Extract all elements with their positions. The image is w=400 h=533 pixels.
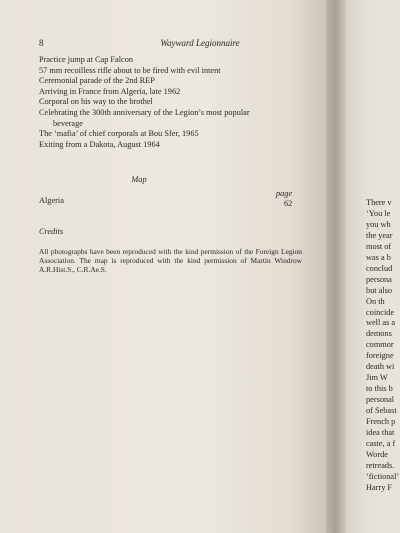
page-number: 8 [39, 38, 44, 48]
text-line: most of [366, 241, 392, 251]
list-item: Arriving in France from Algeria, late 1962 [39, 86, 181, 96]
list-item: 57 mm recoilless rifle about to be fired with evil intent [39, 65, 221, 75]
text-line: Worde [366, 449, 388, 459]
text-line: ‘You le [366, 208, 391, 218]
list-item: Celebrating the 300th anniversary of the Legion’s most popular [39, 107, 250, 117]
credits-heading: Credits [39, 227, 64, 236]
text-line: you wh [366, 219, 391, 229]
list-item: Exiting from a Dakota, August 1964 [39, 139, 160, 149]
plates-list [39, 55, 324, 150]
credits-text: All photographs have been reproduced with the kind permission of the Foreign Legion Association. The map is reproduced with the kind permission of Martin Windrow A.R.Hist.S., C.R.Ae.S. [39, 247, 302, 274]
text-line: Harry F [366, 482, 393, 492]
list-item: Corporal on his way to the brothel [39, 97, 153, 107]
text-line: There v [366, 198, 392, 207]
text-line: of Sebast [366, 406, 397, 416]
list-item-continuation: beverage [53, 118, 83, 128]
text-line: the year [366, 230, 393, 240]
text-line: French p [366, 417, 396, 427]
right-page-text [366, 198, 399, 494]
text-line: coincide [366, 307, 395, 317]
text-line: demons [366, 329, 392, 339]
text-line: conclud [366, 263, 393, 273]
right-page [346, 0, 400, 533]
text-line: but also [366, 285, 393, 295]
text-line: was a b [366, 252, 391, 262]
map-entry-page: 62 [284, 199, 293, 208]
list-item: Ceremonial parade of the 2nd REP [39, 76, 155, 86]
text-line: foreigne [366, 351, 394, 361]
map-entry-name: Algeria [39, 196, 64, 205]
text-line: ‘fictional’ [366, 471, 400, 481]
text-line: death wi [366, 362, 395, 372]
text-line: persona [366, 274, 392, 284]
text-line: well as a [366, 318, 396, 328]
map-heading: Map [131, 175, 147, 184]
text-line: retreads. [366, 460, 395, 470]
text-line: idea that [366, 428, 395, 438]
running-head: Wayward Legionnaire [160, 38, 240, 48]
list-item: Practice jump at Cap Falcon [39, 55, 134, 64]
text-line: On th [366, 296, 385, 306]
text-line: caste, a f [366, 438, 396, 448]
page-column-label: page [276, 189, 293, 198]
list-item: The ‘mafia’ of chief corporals at Bou Sfer, 1965 [39, 129, 199, 139]
text-line: Jim W [366, 373, 388, 383]
book-gutter [326, 0, 348, 533]
text-line: commor [366, 340, 394, 350]
text-line: to this b [366, 384, 393, 394]
text-line: personal [366, 395, 395, 405]
